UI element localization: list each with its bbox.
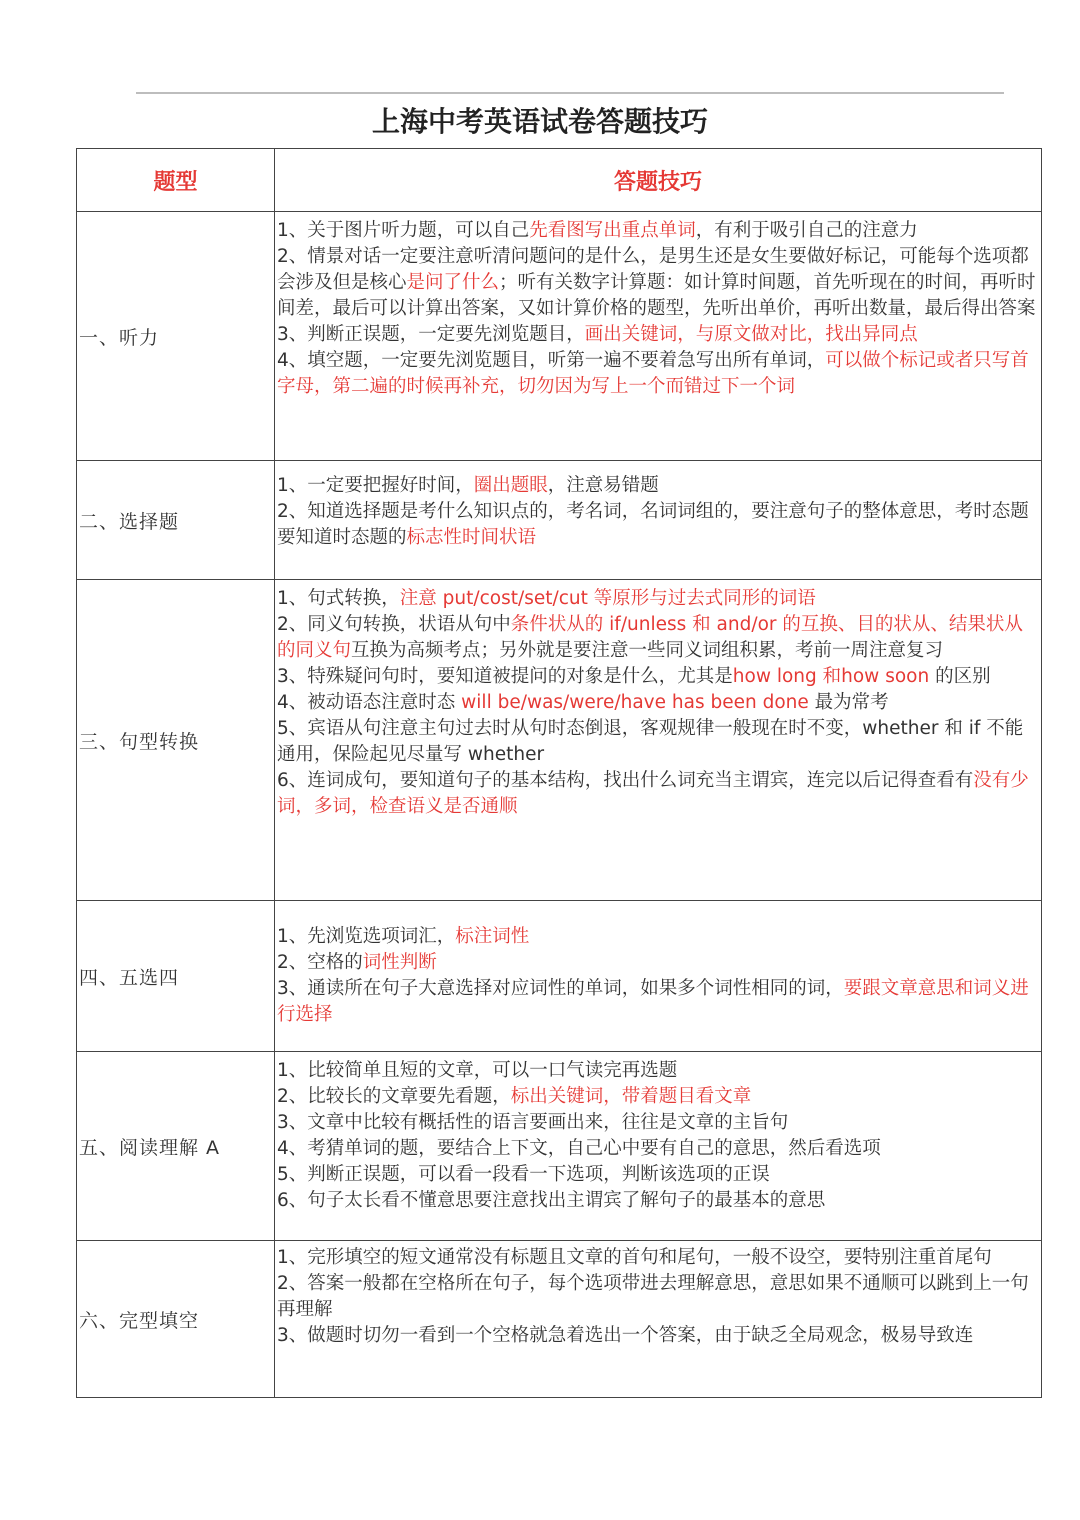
tip-text: 4、填空题，一定要先浏览题目，听第一遍不要着急写出所有单词， xyxy=(277,350,826,371)
question-type-cell: 一、听力 xyxy=(77,212,275,461)
tip-paragraph xyxy=(277,924,1039,950)
tip-text: 3、特殊疑问句时，要知道被提问的对象是什么，尤其是 xyxy=(277,666,733,687)
tip-paragraph xyxy=(277,1271,1039,1323)
tip-paragraph xyxy=(277,499,1039,551)
tip-text: 2、比较长的文章要先看题， xyxy=(277,1086,511,1107)
tip-text: 5、判断正误题，可以看一段看一下选项，判断该选项的正误 xyxy=(277,1164,770,1185)
tip-paragraph xyxy=(277,348,1039,400)
tip-text: 6、句子太长看不懂意思要注意找出主谓宾了解句子的最基本的意思 xyxy=(277,1190,826,1211)
tip-text: 最为常考 xyxy=(808,692,889,713)
tip-text: ；听有关数字计算题：如计算时间题，首先听现在的时间，再听时间差，最后可以计算出答案，又如计算价格的题型，先听出单价，再听出数量，最后得出答案 xyxy=(277,272,1036,319)
tips-cell xyxy=(275,1241,1042,1398)
tip-highlight-text: how long 和how soon xyxy=(732,666,930,687)
tip-highlight-text: 是问了什么 xyxy=(406,272,500,293)
tips-cell xyxy=(275,580,1042,901)
tip-text: 1、关于图片听力题，可以自己 xyxy=(277,220,530,241)
tip-text: 3、通读所在句子大意选择对应词性的单词，如果多个词性相同的词， xyxy=(277,978,844,999)
tip-highlight-text: 条件状从的 if/unless 和 and/or 的互换、目的状从、结果状从的同义句 xyxy=(277,614,1023,661)
tip-highlight-text: 没有少词，多词，检查语义是否通顺 xyxy=(277,770,1029,817)
column-header-type: 题型 xyxy=(77,149,275,212)
tip-text: 5、宾语从句注意主句过去时从句时态倒退，客观规律一般现在时不变，whether 和 if 不能通用，保险起见尽量写 whether xyxy=(277,718,1024,765)
tip-paragraph xyxy=(277,612,1039,664)
tip-text: 3、做题时切勿一看到一个空格就急着选出一个答案，由于缺乏全局观念，极易导致连 xyxy=(277,1325,974,1346)
tip-highlight-text: 可以做个标记或者只写首字母，第二遍的时候再补充，切勿因为写上一个而错过下一个词 xyxy=(277,350,1029,397)
tip-text: 1、完形填空的短文通常没有标题且文章的首句和尾句，一般不设空，要特别注重首尾句 xyxy=(277,1247,992,1268)
table-row xyxy=(77,1052,1042,1241)
tips-cell xyxy=(275,901,1042,1052)
page-title: 上海中考英语试卷答题技巧 xyxy=(371,105,708,138)
tip-text: 2、答案一般都在空格所在句子，每个选项带进去理解意思，意思如果不通顺可以跳到上一句再理解 xyxy=(277,1273,1029,1320)
tip-highlight-text: 先看图写出重点单词 xyxy=(529,220,696,241)
question-type-cell: 五、阅读理解 A xyxy=(77,1052,275,1241)
table-row xyxy=(77,461,1042,580)
tip-text: ，注意易错题 xyxy=(547,475,659,496)
tip-paragraph xyxy=(277,473,1039,499)
tip-text: 4、考猜单词的题，要结合上下文，自己心中要有自己的意思，然后看选项 xyxy=(277,1138,881,1159)
tip-paragraph xyxy=(277,976,1039,1028)
tip-text: 1、一定要把握好时间， xyxy=(277,475,474,496)
tip-text: 2、同义句转换，状语从句中 xyxy=(277,614,511,635)
tip-paragraph xyxy=(277,664,1039,690)
tip-paragraph xyxy=(277,1245,1039,1271)
column-header-tips: 答题技巧 xyxy=(275,149,1042,212)
tip-highlight-text: 词性判断 xyxy=(362,952,437,973)
tip-highlight-text: will be/was/were/have has been done xyxy=(461,692,809,713)
tip-text: 2、情景对话一定要注意听清问题问的是什么，是男生还是女生要做好标记，可能每个选项都会涉及但是核心 xyxy=(277,246,1029,293)
tip-paragraph xyxy=(277,1058,1039,1084)
tip-text: 1、比较简单且短的文章，可以一口气读完再选题 xyxy=(277,1060,678,1081)
question-type-cell: 四、五选四 xyxy=(77,901,275,1052)
question-type-cell: 二、选择题 xyxy=(77,461,275,580)
tip-paragraph xyxy=(277,322,1039,348)
table-header-row xyxy=(77,149,1042,212)
tip-highlight-text: 画出关键词，与原文做对比，找出异同点 xyxy=(584,324,918,345)
tip-paragraph xyxy=(277,1323,1039,1349)
question-type-cell: 三、句型转换 xyxy=(77,580,275,901)
tips-cell xyxy=(275,212,1042,461)
table-row xyxy=(77,1241,1042,1398)
tip-paragraph xyxy=(277,768,1039,820)
tip-paragraph xyxy=(277,1084,1039,1110)
tip-text: 1、先浏览选项词汇， xyxy=(277,926,456,947)
tip-paragraph xyxy=(277,218,1039,244)
tip-paragraph xyxy=(277,950,1039,976)
tip-highlight-text: 标出关键词，带着题目看文章 xyxy=(510,1086,752,1107)
table-row xyxy=(77,901,1042,1052)
tip-paragraph xyxy=(277,244,1039,322)
tip-paragraph xyxy=(277,1110,1039,1136)
tip-text: 6、连词成句，要知道句子的基本结构，找出什么词充当主谓宾，连完以后记得查看有 xyxy=(277,770,974,791)
tip-highlight-text: 标志性时间状语 xyxy=(406,527,537,548)
table-row xyxy=(77,212,1042,461)
tip-highlight-text: 要跟文章意思和词义进行选择 xyxy=(277,978,1029,1025)
question-type-cell: 六、完型填空 xyxy=(77,1241,275,1398)
tip-text: 3、文章中比较有概括性的语言要画出来，往往是文章的主旨句 xyxy=(277,1112,789,1133)
tips-table xyxy=(76,148,1042,1398)
tips-cell xyxy=(275,461,1042,580)
tip-text: 的区别 xyxy=(929,666,991,687)
tip-text: 2、空格的 xyxy=(277,952,363,973)
top-divider xyxy=(136,92,1004,94)
tip-paragraph xyxy=(277,1136,1039,1162)
tip-highlight-text: 标注词性 xyxy=(455,926,530,947)
tip-text: 1、句式转换， xyxy=(277,588,400,609)
tip-paragraph xyxy=(277,690,1039,716)
tips-cell xyxy=(275,1052,1042,1241)
table-row xyxy=(77,580,1042,901)
tip-text: 互换为高频考点；另外就是要注意一些同义词组积累，考前一周注意复习 xyxy=(351,640,944,661)
tip-highlight-text: 注意 put/cost/set/cut 等原形与过去式同形的词语 xyxy=(399,588,816,609)
tip-text: 3、判断正误题，一定要先浏览题目， xyxy=(277,324,585,345)
tip-text: ，有利于吸引自己的注意力 xyxy=(695,220,918,241)
tip-paragraph xyxy=(277,1162,1039,1188)
tip-paragraph xyxy=(277,1188,1039,1214)
tip-text: 2、知道选择题是考什么知识点的，考名词，名词词组的，要注意句子的整体意思，考时态题要知道时态题的 xyxy=(277,501,1029,548)
tip-paragraph xyxy=(277,586,1039,612)
tip-text: 4、被动语态注意时态 xyxy=(277,692,462,713)
tip-paragraph xyxy=(277,716,1039,768)
tip-highlight-text: 圈出题眼 xyxy=(473,475,548,496)
